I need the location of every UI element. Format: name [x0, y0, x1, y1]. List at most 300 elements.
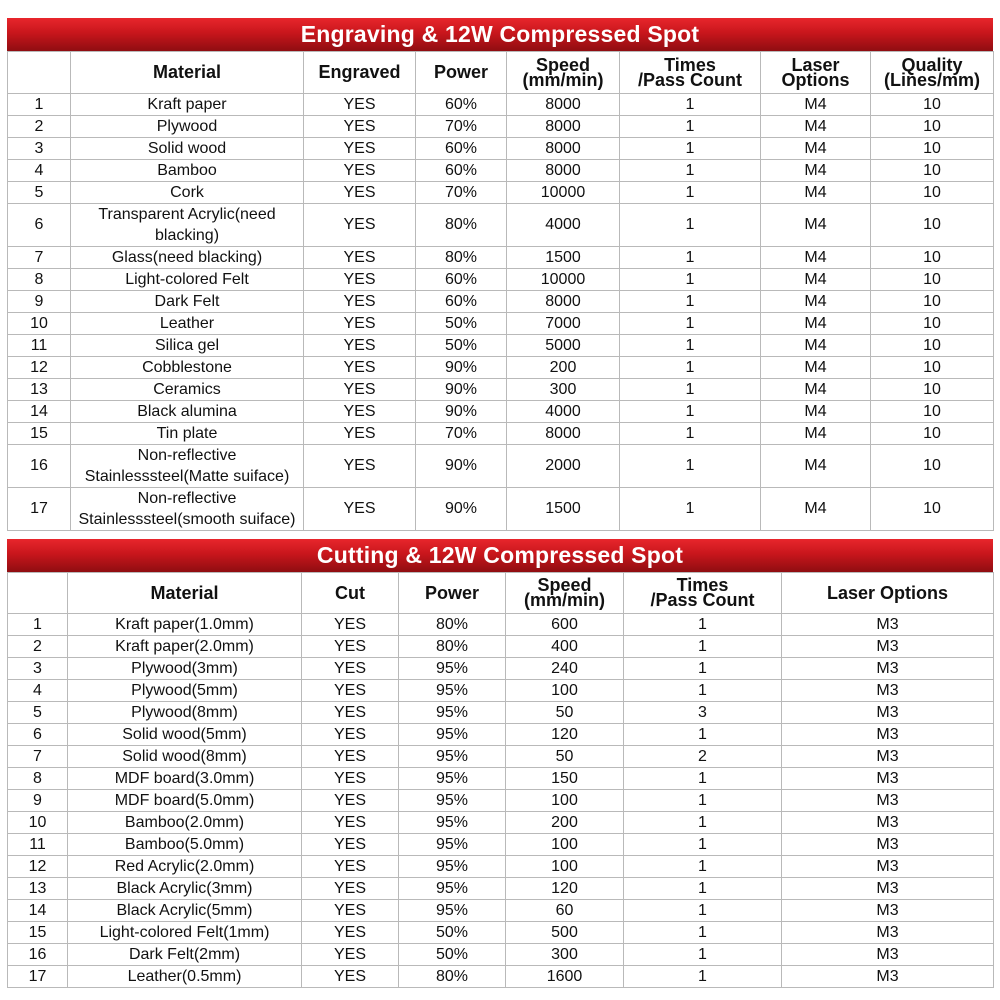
power-cell: 90% [416, 445, 507, 488]
row-index: 15 [8, 423, 71, 445]
laser-option-cell: M3 [782, 614, 994, 636]
table-row [8, 658, 994, 680]
material-line1: Cork [170, 184, 204, 201]
material-line1: Leather [159, 315, 215, 332]
material-cell [71, 94, 304, 116]
speed-cell: 200 [506, 812, 624, 834]
laser-option-cell: M3 [782, 680, 994, 702]
laser-option-cell: M3 [782, 944, 994, 966]
quality-cell: 10 [871, 116, 994, 138]
material-cell [71, 335, 304, 357]
material-line2: (need blacking) [154, 206, 276, 244]
laser-option-cell: M3 [782, 768, 994, 790]
times-cell: 1 [620, 423, 761, 445]
material-cell: MDF board(5.0mm) [68, 790, 302, 812]
times-cell: 1 [620, 445, 761, 488]
laser-option-cell: M3 [782, 922, 994, 944]
material-cell: Solid wood(8mm) [68, 746, 302, 768]
cut-cell: YES [302, 922, 399, 944]
cut-cell: YES [302, 614, 399, 636]
material-cell: Leather(0.5mm) [68, 966, 302, 988]
power-cell: 50% [399, 944, 506, 966]
power-cell: 95% [399, 900, 506, 922]
power-cell: 50% [399, 922, 506, 944]
cut-cell: YES [302, 636, 399, 658]
engraved-cell: YES [304, 488, 416, 531]
table-row [8, 247, 994, 269]
material-cell [71, 160, 304, 182]
row-index: 13 [8, 878, 68, 900]
engraved-cell: YES [304, 401, 416, 423]
header-speed-line1: Speed [535, 54, 591, 75]
laser-option-cell: M3 [782, 812, 994, 834]
speed-cell: 8000 [507, 138, 620, 160]
header-laser-options: Laser Options [782, 573, 994, 614]
row-index: 12 [8, 357, 71, 379]
laser-option-cell: M4 [761, 488, 871, 531]
times-cell: 1 [620, 247, 761, 269]
laser-option-cell: M3 [782, 856, 994, 878]
engraved-cell: YES [304, 291, 416, 313]
speed-cell: 60 [506, 900, 624, 922]
cut-cell: YES [302, 834, 399, 856]
cut-cell: YES [302, 724, 399, 746]
power-cell: 95% [399, 834, 506, 856]
quality-cell: 10 [871, 313, 994, 335]
row-index: 4 [8, 160, 71, 182]
table-row [8, 636, 994, 658]
table-row [8, 900, 994, 922]
material-line1: Dark Felt [154, 293, 220, 310]
material-cell [71, 401, 304, 423]
quality-cell: 10 [871, 247, 994, 269]
power-cell: 95% [399, 812, 506, 834]
times-cell: 1 [620, 182, 761, 204]
header-times-line1: Times [664, 54, 716, 75]
times-cell: 1 [624, 922, 782, 944]
laser-option-cell: M4 [761, 335, 871, 357]
table-row [8, 614, 994, 636]
engraved-cell: YES [304, 138, 416, 160]
speed-cell: 1500 [507, 488, 620, 531]
times-cell: 1 [624, 856, 782, 878]
times-cell: 1 [620, 335, 761, 357]
cutting-table [7, 572, 994, 988]
header-material: Material [68, 573, 302, 614]
power-cell: 60% [416, 269, 507, 291]
table-row [8, 768, 994, 790]
material-cell [71, 445, 304, 488]
times-cell: 1 [624, 636, 782, 658]
engraving-table-body [8, 94, 994, 531]
times-cell: 1 [624, 878, 782, 900]
times-cell: 3 [624, 702, 782, 724]
cut-cell: YES [302, 900, 399, 922]
material-cell: Light-colored Felt(1mm) [68, 922, 302, 944]
cut-cell: YES [302, 856, 399, 878]
power-cell: 80% [399, 614, 506, 636]
cut-cell: YES [302, 768, 399, 790]
table-row [8, 116, 994, 138]
row-index: 5 [8, 182, 71, 204]
header-times-line2: /Pass Count [637, 69, 743, 90]
header-index [8, 52, 71, 94]
times-cell: 1 [620, 379, 761, 401]
power-cell: 50% [416, 335, 507, 357]
laser-option-cell: M3 [782, 878, 994, 900]
header-quality [871, 52, 994, 94]
material-line1: Plywood [156, 118, 218, 135]
row-index: 8 [8, 768, 68, 790]
power-cell: 95% [399, 746, 506, 768]
power-cell: 95% [399, 680, 506, 702]
times-cell: 1 [624, 966, 782, 988]
power-cell: 60% [416, 160, 507, 182]
speed-cell: 8000 [507, 291, 620, 313]
speed-cell: 10000 [507, 182, 620, 204]
table-row [8, 680, 994, 702]
table-row [8, 357, 994, 379]
header-times-line2: /Pass Count [650, 590, 755, 610]
material-cell: Plywood(5mm) [68, 680, 302, 702]
cutting-section [7, 539, 993, 988]
material-line1: Non-reflective Stainless [78, 490, 237, 528]
speed-cell: 300 [506, 944, 624, 966]
material-cell [71, 313, 304, 335]
material-line2: steel(smooth suiface) [143, 511, 296, 528]
header-times [624, 573, 782, 614]
row-index: 3 [8, 138, 71, 160]
table-row [8, 834, 994, 856]
quality-cell: 10 [871, 379, 994, 401]
times-cell: 1 [624, 812, 782, 834]
quality-cell: 10 [871, 357, 994, 379]
material-cell [71, 423, 304, 445]
engraved-cell: YES [304, 335, 416, 357]
quality-cell: 10 [871, 138, 994, 160]
table-row [8, 313, 994, 335]
times-cell: 1 [624, 944, 782, 966]
material-line1: Kraft paper [147, 96, 227, 113]
speed-cell: 120 [506, 724, 624, 746]
material-line1: Glass(need blacking) [111, 249, 263, 266]
table-row [8, 746, 994, 768]
table-row [8, 488, 994, 531]
material-line2: steel(Matte suiface) [149, 468, 290, 485]
power-cell: 90% [416, 379, 507, 401]
speed-cell: 8000 [507, 94, 620, 116]
row-index: 7 [8, 746, 68, 768]
header-cut: Cut [302, 573, 399, 614]
laser-option-cell: M4 [761, 138, 871, 160]
row-index: 15 [8, 922, 68, 944]
material-cell: Bamboo(5.0mm) [68, 834, 302, 856]
engraved-cell: YES [304, 445, 416, 488]
times-cell: 1 [624, 790, 782, 812]
quality-cell: 10 [871, 204, 994, 247]
material-cell [71, 269, 304, 291]
table-row [8, 966, 994, 988]
times-cell: 1 [620, 116, 761, 138]
table-row [8, 922, 994, 944]
speed-cell: 1600 [506, 966, 624, 988]
power-cell: 50% [416, 313, 507, 335]
power-cell: 95% [399, 724, 506, 746]
laser-option-cell: M4 [761, 116, 871, 138]
laser-option-cell: M3 [782, 658, 994, 680]
material-line1: Cobblestone [142, 359, 232, 376]
header-times-line1: Times [676, 575, 729, 595]
speed-cell: 100 [506, 856, 624, 878]
row-index: 2 [8, 116, 71, 138]
speed-cell: 50 [506, 746, 624, 768]
table-row [8, 269, 994, 291]
table-row [8, 790, 994, 812]
material-cell: Plywood(3mm) [68, 658, 302, 680]
table-row [8, 944, 994, 966]
engraved-cell: YES [304, 94, 416, 116]
power-cell: 90% [416, 357, 507, 379]
laser-option-cell: M4 [761, 313, 871, 335]
power-cell: 80% [416, 204, 507, 247]
times-cell: 1 [624, 900, 782, 922]
power-cell: 95% [399, 768, 506, 790]
table-row [8, 335, 994, 357]
cut-cell: YES [302, 878, 399, 900]
power-cell: 90% [416, 401, 507, 423]
engraved-cell: YES [304, 204, 416, 247]
cut-cell: YES [302, 966, 399, 988]
speed-cell: 50 [506, 702, 624, 724]
power-cell: 80% [416, 247, 507, 269]
material-line1: Transparent Acrylic [98, 206, 235, 223]
engraved-cell: YES [304, 160, 416, 182]
material-cell: Black Acrylic(3mm) [68, 878, 302, 900]
power-cell: 70% [416, 182, 507, 204]
speed-cell: 100 [506, 790, 624, 812]
speed-cell: 8000 [507, 423, 620, 445]
laser-option-cell: M4 [761, 401, 871, 423]
engraved-cell: YES [304, 379, 416, 401]
material-line1: Bamboo [157, 162, 217, 179]
table-row [8, 812, 994, 834]
row-index: 11 [8, 335, 71, 357]
times-cell: 1 [620, 94, 761, 116]
quality-cell: 10 [871, 182, 994, 204]
row-index: 10 [8, 812, 68, 834]
quality-cell: 10 [871, 488, 994, 531]
table-row [8, 291, 994, 313]
laser-option-cell: M4 [761, 182, 871, 204]
laser-option-cell: M4 [761, 291, 871, 313]
material-cell: Bamboo(2.0mm) [68, 812, 302, 834]
material-line1: Solid wood [147, 140, 227, 157]
cutting-title-banner: Cutting & 12W Compressed Spot [7, 539, 993, 572]
table-row [8, 878, 994, 900]
material-cell [71, 379, 304, 401]
header-power: Power [416, 52, 507, 94]
quality-cell: 10 [871, 401, 994, 423]
table-row [8, 182, 994, 204]
header-laser-line1: Laser [791, 54, 840, 75]
material-line1: Light-colored Felt [125, 271, 249, 288]
material-cell [71, 488, 304, 531]
engraved-cell: YES [304, 247, 416, 269]
speed-cell: 300 [507, 379, 620, 401]
row-index: 6 [8, 724, 68, 746]
engraved-cell: YES [304, 357, 416, 379]
header-speed [507, 52, 620, 94]
times-cell: 1 [624, 768, 782, 790]
header-speed-line2: (mm/min) [522, 69, 604, 90]
engraved-cell: YES [304, 182, 416, 204]
cut-cell: YES [302, 944, 399, 966]
times-cell: 1 [620, 488, 761, 531]
row-index: 16 [8, 445, 71, 488]
material-cell [71, 291, 304, 313]
power-cell: 95% [399, 856, 506, 878]
material-line1: Black alumina [137, 403, 237, 420]
table-row [8, 724, 994, 746]
speed-cell: 4000 [507, 401, 620, 423]
material-cell [71, 116, 304, 138]
row-index: 3 [8, 658, 68, 680]
header-quality-line1: Quality [901, 54, 963, 75]
cut-cell: YES [302, 702, 399, 724]
power-cell: 80% [399, 966, 506, 988]
material-cell: Kraft paper(1.0mm) [68, 614, 302, 636]
laser-option-cell: M3 [782, 834, 994, 856]
laser-option-cell: M3 [782, 746, 994, 768]
engraving-header-row [8, 52, 994, 94]
times-cell: 1 [620, 160, 761, 182]
times-cell: 1 [624, 658, 782, 680]
header-material: Material [71, 52, 304, 94]
speed-cell: 120 [506, 878, 624, 900]
laser-option-cell: M3 [782, 636, 994, 658]
laser-option-cell: M4 [761, 269, 871, 291]
speed-cell: 2000 [507, 445, 620, 488]
header-laser-options [761, 52, 871, 94]
material-line1: Ceramics [153, 381, 221, 398]
power-cell: 95% [399, 878, 506, 900]
laser-option-cell: M4 [761, 247, 871, 269]
speed-cell: 150 [506, 768, 624, 790]
material-cell [71, 357, 304, 379]
cut-cell: YES [302, 790, 399, 812]
row-index: 4 [8, 680, 68, 702]
laser-option-cell: M3 [782, 900, 994, 922]
row-index: 10 [8, 313, 71, 335]
row-index: 9 [8, 291, 71, 313]
material-cell: Kraft paper(2.0mm) [68, 636, 302, 658]
engraving-title-banner: Engraving & 12W Compressed Spot [7, 18, 993, 51]
engraved-cell: YES [304, 269, 416, 291]
speed-cell: 400 [506, 636, 624, 658]
quality-cell: 10 [871, 291, 994, 313]
row-index: 6 [8, 204, 71, 247]
laser-option-cell: M4 [761, 94, 871, 116]
speed-cell: 8000 [507, 160, 620, 182]
row-index: 1 [8, 614, 68, 636]
cutting-table-body [8, 614, 994, 988]
speed-cell: 100 [506, 680, 624, 702]
times-cell: 1 [620, 401, 761, 423]
power-cell: 60% [416, 291, 507, 313]
row-index: 1 [8, 94, 71, 116]
material-cell: MDF board(3.0mm) [68, 768, 302, 790]
laser-option-cell: M4 [761, 423, 871, 445]
row-index: 14 [8, 401, 71, 423]
speed-cell: 240 [506, 658, 624, 680]
engraved-cell: YES [304, 116, 416, 138]
times-cell: 1 [620, 204, 761, 247]
cut-cell: YES [302, 812, 399, 834]
material-line1: Silica gel [154, 337, 220, 354]
table-row [8, 856, 994, 878]
row-index: 13 [8, 379, 71, 401]
material-cell: Plywood(8mm) [68, 702, 302, 724]
table-row [8, 138, 994, 160]
quality-cell: 10 [871, 160, 994, 182]
laser-option-cell: M4 [761, 160, 871, 182]
row-index: 17 [8, 966, 68, 988]
times-cell: 1 [624, 834, 782, 856]
speed-cell: 7000 [507, 313, 620, 335]
speed-cell: 1500 [507, 247, 620, 269]
laser-option-cell: M4 [761, 379, 871, 401]
speed-cell: 10000 [507, 269, 620, 291]
engraving-section [7, 18, 993, 531]
header-speed-line1: Speed [537, 575, 592, 595]
material-cell [71, 247, 304, 269]
laser-option-cell: M3 [782, 966, 994, 988]
quality-cell: 10 [871, 94, 994, 116]
header-times [620, 52, 761, 94]
header-index [8, 573, 68, 614]
material-line1: Non-reflective Stainless [84, 447, 237, 485]
table-row [8, 160, 994, 182]
material-cell [71, 138, 304, 160]
quality-cell: 10 [871, 335, 994, 357]
speed-cell: 5000 [507, 335, 620, 357]
times-cell: 1 [620, 269, 761, 291]
row-index: 14 [8, 900, 68, 922]
header-quality-line2: (Lines/mm) [883, 69, 980, 90]
times-cell: 1 [620, 291, 761, 313]
material-cell: Red Acrylic(2.0mm) [68, 856, 302, 878]
quality-cell: 10 [871, 269, 994, 291]
times-cell: 2 [624, 746, 782, 768]
table-row [8, 423, 994, 445]
material-cell [71, 182, 304, 204]
header-engraved: Engraved [304, 52, 416, 94]
engraved-cell: YES [304, 423, 416, 445]
row-index: 11 [8, 834, 68, 856]
speed-cell: 500 [506, 922, 624, 944]
laser-option-cell: M3 [782, 724, 994, 746]
engraved-cell: YES [304, 313, 416, 335]
speed-cell: 100 [506, 834, 624, 856]
times-cell: 1 [624, 724, 782, 746]
power-cell: 70% [416, 423, 507, 445]
power-cell: 90% [416, 488, 507, 531]
table-row [8, 204, 994, 247]
cut-cell: YES [302, 746, 399, 768]
laser-option-cell: M3 [782, 702, 994, 724]
laser-option-cell: M4 [761, 445, 871, 488]
row-index: 17 [8, 488, 71, 531]
